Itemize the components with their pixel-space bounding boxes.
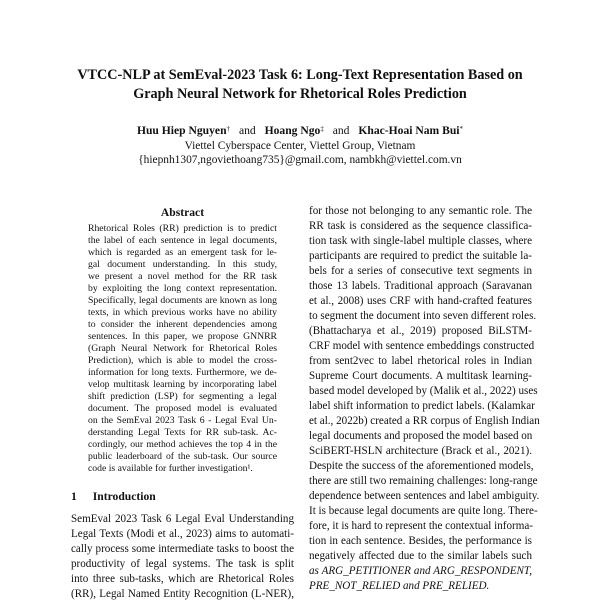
body-line: et al., 2008) uses CRF with hand-crafted features bbox=[309, 295, 532, 307]
body-line: into three sub-tasks, which are Rhetorical Roles bbox=[71, 573, 294, 585]
title-line-1: VTCC-NLP at SemEval-2023 Task 6: Long-Text Representation Based on bbox=[77, 67, 523, 83]
body-line: as ARG_PETITIONER and ARG_RESPONDENT, bbox=[309, 565, 532, 577]
section-heading-introduction bbox=[71, 490, 156, 503]
affiliation: Viettel Cyberspace Center, Viettel Group, Vietnam bbox=[184, 140, 416, 152]
abstract-heading: Abstract bbox=[160, 206, 205, 219]
abstract-line: texts, in which previous works have no ability bbox=[88, 307, 277, 318]
author-separator-2: and bbox=[332, 124, 350, 137]
abstract-line: public leaderboard of the sub-task. Our source bbox=[88, 451, 277, 462]
author-1-name: Huu Hiep Nguyen bbox=[136, 124, 227, 137]
abstract-line: sentences. In this paper, we propose GNNRR bbox=[88, 331, 277, 342]
body-line: Despite the success of the aforementioned models, bbox=[309, 460, 534, 472]
abstract-line: information for long texts. Furthermore, we de- bbox=[88, 367, 277, 378]
abstract-line: Rhetorical Roles (RR) prediction is to predict bbox=[88, 223, 277, 234]
body-line: productivity of legal systems. The task is split bbox=[71, 558, 294, 570]
abstract-line: Specifically, legal documents are known as long bbox=[88, 295, 277, 306]
abstract-line: (Graph Neural Network for Rhetorical Roles bbox=[88, 343, 277, 354]
abstract-line: on the SemEval 2023 Task 6 - Legal Eval Un- bbox=[88, 415, 277, 426]
author-1-mark: † bbox=[226, 125, 231, 133]
body-line: It is because legal documents are quite long. There- bbox=[309, 505, 538, 517]
body-line: to segment the document into seven different roles. bbox=[309, 310, 537, 322]
body-line: dependence between sentences and label ambiguity. bbox=[309, 490, 540, 502]
body-line: tion task with single-label multiple classes, where bbox=[309, 235, 532, 247]
author-separator-1: and bbox=[238, 124, 256, 137]
title-line-2: Graph Neural Network for Rhetorical Roles Prediction bbox=[133, 86, 467, 102]
abstract-line: derstanding Legal Texts for RR sub-task. Ac- bbox=[88, 427, 277, 438]
abstract-line: we present a novel method for the RR task bbox=[88, 271, 277, 282]
body-line: bels for a series of consecutive text segments in bbox=[309, 265, 532, 277]
author-2-name: Hoang Ngo bbox=[264, 124, 321, 137]
body-line: CRF model with sentence embeddings constructed bbox=[309, 340, 535, 352]
body-line: Supreme Court documents. A multitask learning- bbox=[309, 370, 532, 382]
body-line: (Bhattacharya et al., 2019) proposed BiLSTM- bbox=[309, 325, 532, 337]
body-line: from sent2vec to label rhetorical roles in Indian bbox=[309, 355, 532, 367]
body-line: based model developed by (Malik et al., 2022) uses bbox=[309, 385, 538, 397]
abstract-line: document. The proposed model is evaluated bbox=[88, 403, 277, 414]
abstract-line: velop multitask learning by incorporating label bbox=[88, 379, 277, 390]
body-line: PRE_NOT_RELIED and PRE_RELIED. bbox=[309, 580, 490, 592]
body-line: Legal Texts (Modi et al., 2023) aims to automati- bbox=[71, 528, 294, 540]
abstract-line: Prediction), which is able to model the cross- bbox=[88, 355, 277, 366]
body-line: negatively affected due to the similar labels such bbox=[309, 550, 532, 562]
abstract-line: gal document understanding. In this study, bbox=[88, 259, 277, 270]
paper-title bbox=[40, 66, 560, 104]
body-line: tion in each sentence. Besides, the performance is bbox=[309, 535, 532, 547]
abstract-line: shift prediction (LSP) for segmenting a legal bbox=[88, 391, 277, 402]
author-list bbox=[40, 124, 560, 138]
author-emails: {hiepnh1307,ngoviethoang735}@gmail.com, nambkh@viettel.com.vn bbox=[138, 154, 462, 166]
abstract-line: the label of each sentence in legal documents, bbox=[88, 235, 277, 246]
body-line: legal documents and proposed the model based on bbox=[309, 430, 533, 442]
section-title: Introduction bbox=[92, 490, 156, 503]
body-line: those 13 labels. Traditional approach (Saravanan bbox=[309, 280, 532, 292]
body-line: there are still two remaining challenges: long-range bbox=[309, 475, 538, 487]
body-line: RR task is considered as the sequence classifica- bbox=[309, 220, 532, 232]
body-line: for those not belonging to any semantic role. The bbox=[309, 205, 532, 217]
body-line: et al., 2022b) created a RR corpus of English Indian bbox=[309, 415, 540, 427]
author-3-name: Khac-Hoai Nam Bui bbox=[358, 124, 460, 137]
body-line: cally process some intermediate tasks to boost the bbox=[71, 543, 294, 555]
section-number: 1 bbox=[71, 490, 77, 503]
abstract-line: code is available for further investigation¹. bbox=[88, 463, 253, 474]
body-line: SemEval 2023 Task 6 Legal Eval Understanding bbox=[71, 513, 294, 525]
abstract-line: to consider the inherent dependencies among bbox=[88, 319, 277, 330]
body-line: SciBERT-HSLN architecture (Brack et al., 2021). bbox=[309, 445, 532, 457]
author-3-mark: * bbox=[459, 125, 464, 133]
abstract-line: cordingly, our method achieves the top 4 in the bbox=[88, 439, 277, 450]
body-line: label shift information to predict labels. (Kalamkar bbox=[309, 400, 535, 412]
author-2-mark: ‡ bbox=[320, 125, 324, 133]
abstract-line: which is regarded as an emergent task for le- bbox=[88, 247, 277, 258]
body-line: (RR), Legal Named Entity Recognition (L-NER), bbox=[71, 588, 294, 600]
abstract-line: by exploiting the long context representation. bbox=[88, 283, 277, 294]
body-line: participants are required to predict the suitable la- bbox=[309, 250, 532, 262]
body-line: fore, it is hard to represent the contextual informa- bbox=[309, 520, 533, 532]
